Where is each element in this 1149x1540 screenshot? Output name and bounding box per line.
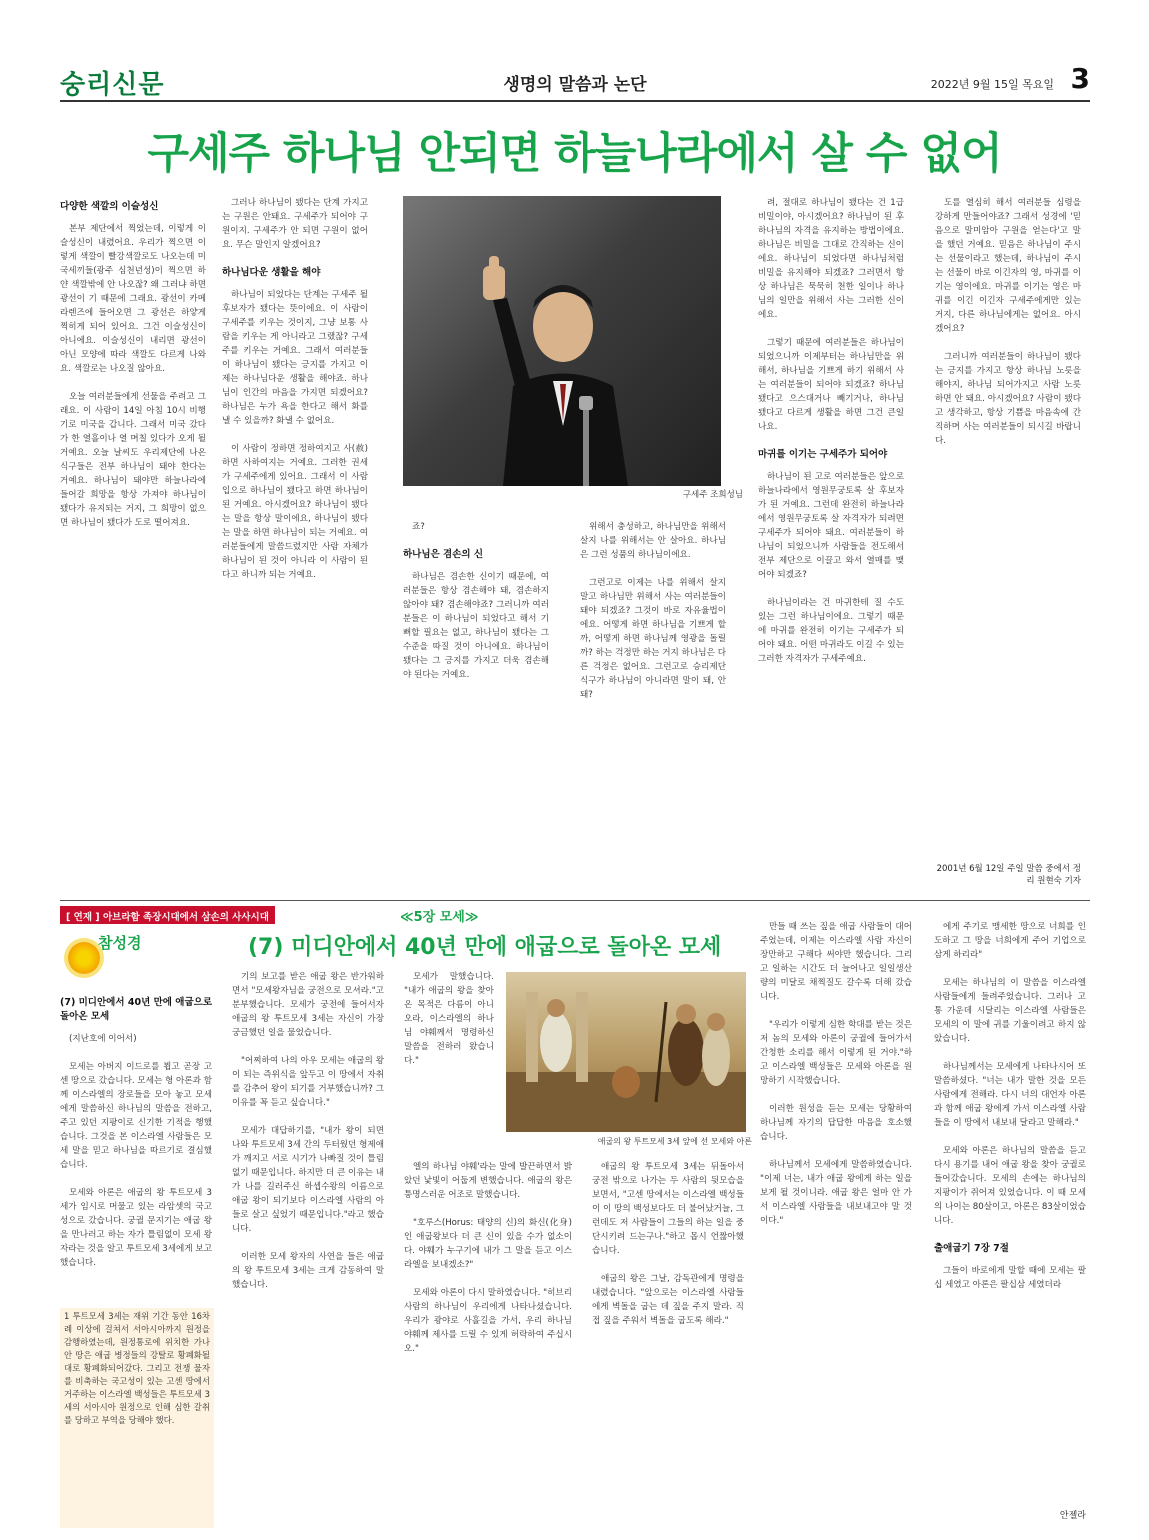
paragraph: "우리가 이렇게 심한 학대를 받는 것은 저 놈의 모세와 아론이 궁궐에 들어가서 간청한 소리를 해서 이렇게 된 거야."하고 이스라엘 백성들은 모세와 아론을 원망하기 시작했습니다. (760, 1020, 912, 1086)
paragraph: 만들 때 쓰는 짚을 애굽 사람들이 대어 주었는데, 이제는 이스라엘 사람 자신이 장만하고 구해다 써야만 했습니다. 그리고 일하는 시간도 더 늘어나고 일일생산량의 미달로 채찍질도 갈수록 더해 갔습니다. (760, 922, 912, 1002)
article1-column-5 (758, 196, 904, 886)
paragraph: 모세가 말했습니다. "내가 애굽의 왕을 찾아온 목적은 다름이 아니오라, 이스라엘의 하나님 야훼께서 명령하신 말씀을 전하러 왔습니다." (404, 972, 494, 1066)
badge-label: 참성경 (98, 934, 142, 952)
article2-column-2 (232, 970, 384, 1530)
masthead (60, 62, 1090, 102)
paragraph: 모세와 아론은 하나님의 말씀을 듣고 다시 용기를 내어 애굽 왕을 찾아 궁궐로 들어갔습니다. 모세의 손에는 하나님의 지팡이가 쥐어져 있었습니다. 이 때 모세의 나이는 80살이고, 아론은 83살이었습니다. (934, 1146, 1086, 1226)
paragraph: 애굽의 왕은 그날, 감독관에게 명령을 내렸습니다. "앞으로는 이스라엘 사람들에게 벽돌을 굽는 데 짚을 주지 말라. 직접 짚을 주워서 벽돌을 굽도록 해라." (592, 1274, 744, 1326)
page-number: 3 (1070, 62, 1090, 95)
subheading: 하나님다운 생활을 해야 (222, 267, 321, 278)
paragraph: 애굽의 왕 투트모세 3세는 뒤돌아서 궁전 밖으로 나가는 두 사람의 뒷모습을 보면서, "고센 땅에서는 이스라엘 백성들이 이 땅의 백성보다도 더 불어났거늘, 그런데도 저 사람들이 그들의 하는 일을 중단시키려 드는구나."하고 몹시 언짢아했습니다. (592, 1162, 744, 1256)
paragraph: 모세는 하나님의 이 말씀을 이스라엘 사람들에게 들려주었습니다. 그러나 고통 가운데 시달리는 이스라엘 사람들은 모세의 이 말에 귀를 기울이려고 하지 않았습니다. (934, 978, 1086, 1044)
series-tag: [ 연재 ] 아브라함 족장시대에서 삼손의 사사시대까지 (60, 906, 275, 924)
painting-figures-icon (506, 972, 746, 1132)
subheading: 출애굽기 7장 7절 (934, 1243, 1009, 1254)
paragraph: 하나님께서 모세에게 말씀하였습니다. "이제 너는, 내가 애굽 왕에게 하는 일을 보게 될 것이니라. 애굽 왕은 얼마 안 가서 이스라엘 사람들을 내보내고야 말 것이다." (760, 1160, 912, 1226)
article1-column-3 (403, 520, 549, 886)
paragraph: "호루스(Horus: 태양의 신)의 화신(化身)인 애굽왕보다 더 큰 신이 있을 수가 없소이다. 야훼가 누구기에 내가 그 말을 듣고 이스라엘을 보내겠소?" (404, 1218, 572, 1270)
paragraph: 하나님이라는 건 마귀한테 질 수도 있는 그런 하나님이에요. 그렇기 때문에 마귀를 완전히 이기는 구세주가 되어야 돼요. 어떤 마귀라도 이길 수 있는 그러한 자격자가 구세주예요. (758, 598, 904, 664)
article2-column-6 (934, 920, 1086, 1530)
speaker-figure-icon (483, 256, 633, 486)
speaker-photo (403, 196, 721, 486)
article1-column-4 (580, 520, 726, 886)
paragraph: 위해서 충성하고, 하나님만을 위해서 살지 나를 위해서는 안 살아요. 하나님은 그런 성품의 하나님이에요. (580, 522, 726, 560)
paragraph: 모세가 대답하기를, "내가 왕이 되면 나와 투트모세 3세 간의 두터웠던 형제애가 깨지고 서로 시기가 나빠질 것이 틀림없기 때문입니다. 하지만 더 큰 이유는 내가 나를 길러주신 하셉수왕의 이름으로 애굽 왕이 되기보다 이스라엘 사람의 아들로 살고 싶었기 때문입니다."라고 했습니다. (232, 1126, 384, 1234)
subheading: 다양한 색깔의 이슬성신 (60, 201, 159, 212)
paragraph: 그런고로 이제는 나를 위해서 살지 말고 하나님만 위해서 사는 여러분들이 돼야 되겠죠? 그것이 바로 자유율법이에요. 어떻게 하면 하나님을 기쁘게 할까, 어떻게 하면 하나님께 영광을 돌릴까? 하는 걱정만 하는 거지 하나님은 다른 걱정은 없어요. 그런고로 승리제단 식구가 하나님이 아니라면 말이 돼, 안 돼? (580, 578, 726, 700)
subheading: 하나님은 겸손의 신 (403, 549, 484, 560)
paragraph: 기의 보고를 받은 애굽 왕은 반가워하면서 "모세왕자님을 궁전으로 모셔라."고 분부했습니다. 모세가 궁전에 들어서자 애굽의 왕 투트모세 3세는 자신이 가장 궁금했던 일을 물었습니다. (232, 972, 384, 1038)
newspaper-logo: 숭리신문 (60, 70, 165, 100)
paragraph: (지난호에 이어서) (69, 1034, 137, 1044)
paragraph: 하나님이 되었다는 단계는 구세주 될 후보자가 됐다는 뜻이에요. 이 사람이 구세주를 키우는 것이지, 그냥 보통 사람을 키우는 게 아니라고 그랬잖? 구세주를 키우는 거예요. 그래서 여러분들이 하나님이 됐다는 긍지를 가지고 이제는 하나님다운 생활을 해야죠. 하나님이 인간의 마음을 가지면 되겠어요? 하나님은 누가 욕을 한다고 해서 화를 낼 수 있을까? 화낼 수 없어요. (222, 290, 368, 426)
paragraph: "어찌하여 나의 아우 모세는 애굽의 왕이 되는 즉위식을 앞두고 이 땅에서 자취를 감추어 왕이 되기를 거부했습니까? 그 이유를 꼭 듣고 싶습니다." (232, 1056, 384, 1108)
article2-byline: 안젤라 (1059, 1511, 1086, 1521)
article1-byline: 2001년 6월 12일 주일 말씀 중에서 정리 원현숙 기자 (936, 864, 1081, 886)
article1-column-1 (60, 196, 206, 886)
section-divider (60, 900, 1090, 901)
paragraph: 오늘 여러분들에게 선물을 주려고 그래요. 이 사람이 14일 아침 10시 비행기로 미국을 갑니다. 그래서 미국 갔다가 한 열흘이나 열 며칠 있다가 오게 될 거예요. 오늘 날씨도 우리제단에 나온 식구들은 전부 하나님이 돼야 한다는 거예요. 하나님이 돼야만 하늘나라에 들어갈 희망을 항상 가져야 하나님이 됐다가 유지되는 거지, 그 희망이 없으면 하나님이 됐다가 도로 떨어져요. (60, 392, 206, 528)
paragraph: 에게 주기로 맹세한 땅으로 너희를 인도하고 그 땅을 너희에게 주어 기업으로 삼게 하리라" (934, 922, 1086, 960)
issue-date: 2022년 9월 15일 목요일 (930, 78, 1054, 91)
paragraph: 하나님께서는 모세에게 나타나시어 또 말씀하셨다. "너는 내가 말한 것을 모든 사람에게 전해라. 다시 너의 대언자 아론과 함께 애굽 왕에게 가서 이스라엘 사람들을 이 땅에서 내보내 달라고 말해라." (934, 1062, 1086, 1128)
paragraph: 이러한 모세 왕자의 사연을 들은 애굽의 왕 투트모세 3세는 크게 감동하여 말했습니다. (232, 1252, 384, 1290)
article2-column-3b (404, 1160, 572, 1530)
article2-column-4 (592, 1160, 744, 1530)
subheading: (7) 미디안에서 40년 만에 애굽으로 돌아온 모세 (60, 997, 212, 1022)
paragraph: 그렇기 때문에 여러분들은 하나님이 되었으니까 이제부터는 하나님만을 위해서, 하나님을 기쁘게 하기 위해서 사는 여러분들이 되어야 되겠죠? 하나님 됐다고 으스대거나 빼기거나, 하나님 됐다고 다르게 생활을 하면 그건 큰일 나요. (758, 338, 904, 432)
bible-badge (62, 930, 142, 982)
painting-caption: 애굽의 왕 투트모세 3세 앞에 선 모세와 아론 (597, 1137, 752, 1146)
paragraph: 엘의 하나님 야훼'라는 말에 발끈하면서 밝았던 낯빛이 어둡게 변했습니다. 애굽의 왕은 퉁명스러운 어조로 말했습니다. (404, 1162, 572, 1200)
paragraph: 모세는 아버지 이드로를 뵙고 곧장 고센 땅으로 갔습니다. 모세는 형 아론과 함께 이스라엘의 장로들을 모아 놓고 모세에게 말씀하신 하나님의 말씀을 전하고, 주고 있던 지팡이로 신기한 기적을 행했습니다. 그것을 본 이스라엘 사람들은 모세 말을 믿고 하나님을 따르기로 결심했습니다. (60, 1062, 212, 1170)
paragraph: 이러한 원성을 듣는 모세는 당황하여 하나님께 자기의 답답한 마음을 호소했습니다. (760, 1104, 912, 1142)
paragraph: 하나님은 겸손한 신이기 때문에, 여러분들은 항상 겸손해야 돼, 겸손하지 않아야 돼? 겸손해야죠? 그러니까 여러분들은 이 하나님이 되었다고 해서 기뻐할 필요는 없고, 하나님이 됐다는 그 수준을 따질 것이 아니에요. 하나님이 됐다는 그 긍지를 가지고 더욱 겸손해야 된다는 거예요. (403, 572, 549, 680)
paragraph: 죠? (412, 522, 425, 532)
article1-column-6 (935, 196, 1081, 886)
sun-icon (68, 942, 100, 974)
paragraph: 이 사람이 정하면 정하여지고 사(赦)하면 사하여지는 거예요. 그러한 권세가 구세주에게 있어요. 그래서 이 사람 입으로 하나님이 됐다고 하면 하나님이 된 거예요. 아시겠어요? 하나님이 됐다는 말을 항상 말이에요, 하나님이 됐다는 말을 하면 하나님이 되는 거예요. 여러분들에게 말씀드렸지만 사람 자체가 하나님이 된 것이 아니라 이 사람이 된다고 하니까 되는 거예요. (222, 444, 368, 580)
photo-caption: 구세주 조희성님 (682, 490, 743, 500)
moses-painting (506, 972, 746, 1132)
article1-column-2 (222, 196, 368, 886)
article2-headline: (7) 미디안에서 40년 만에 애굽으로 돌아온 모세 (248, 935, 722, 960)
paragraph: 려, 절대로 하나님이 됐다는 건 1급 비밀이야, 아시겠어요? 하나님이 된 후 하나님의 자격을 유지하는 방법이에요. 하나님은 비밀을 그대로 간직하는 신이에요. 하나님이 되었다면 하나님처럼 비밀을 유지해야 되겠죠? 그러면서 항상 하나님은 묵묵히 천한 일이나 하나님의 일만을 위해서 사는 그러한 신이에요. (758, 198, 904, 320)
paragraph: 도를 열심히 해서 여러분들 심령을 강하게 만들어야죠? 그래서 성경에 '믿음으로 말미암아 구원을 얻는다'고 말을 했던 거예요. 믿음은 하나님이 주시는 선물이라고 했는데, 하나님이 주시는 선물이 바로 이긴자의 영, 마귀를 이기는 영이에요. 마귀를 이기는 영은 마귀를 이긴 이긴자 구세주에게만 있는 거지, 다른 하나님에게는 없어요. 아시겠어요? (935, 198, 1081, 334)
paragraph: 그들이 바로에게 말할 때에 모세는 팔십 세였고 아론은 팔십삼 세였더라 (934, 1266, 1086, 1290)
subheading: 마귀를 이기는 구세주가 되어야 (758, 449, 888, 460)
footnote: 1 투트모세 3세는 재위 기간 동안 16차례 이상에 걸쳐서 서아시아까지 원정을 감행하였는데, 원정통로에 위치한 가나안 땅은 애굽 병정들의 강탈로 황폐화될 대로 황폐화되어갔다. 그리고 전쟁 물자를 비축하는 국고성이 있는 고센 땅에서 거주하는 이스라엘 백성들은 투트모세 3세의 서아시아 원정으로 인해 심한 갈취를 당하고 부역을 당해야 했다. (60, 1308, 214, 1528)
chapter-label: ≪5장 모세≫ (400, 910, 479, 925)
article2-column-1 (60, 992, 212, 1302)
paragraph: 그러니까 여러분들이 하나님이 됐다는 긍지를 가지고 항상 하나님 노릇을 해야지, 하나님 되어가지고 사람 노릇하면 안 돼요. 아시겠어요? 사람이 됐다고 생각하고, 항상 기쁨을 마음속에 간직하며 사는 여러분들이 되시길 바랍니다. (935, 352, 1081, 446)
section-title: 생명의 말씀과 논단 (503, 75, 647, 95)
paragraph: 모세와 아론은 애굽의 왕 투트모세 3세가 임시로 머물고 있는 라암셋의 국고성으로 갔습니다. 궁궐 문지기는 애굽 왕을 만나러고 하는 자가 틀림없이 모세 왕자라는 것을 알고 투트모세 3세에게 보고했습니다. (60, 1188, 212, 1268)
paragraph: 하나님이 된 고로 여러분들은 앞으로 하늘나라에서 영원무궁토록 살 후보자가 된 거예요. 그런데 완전히 하늘나라에서 영원무궁토록 살 자격자가 되려면 구세주가 되어야 돼요. 여러분들이 하나님이 되었으니까 사람들을 전도해서 전부 제단으로 이끌고 와서 열매를 맺어야 되겠죠? (758, 472, 904, 580)
paragraph: 그러나 하나님이 됐다는 단계 가지고는 구원은 안돼요. 구세주가 되어야 구원이지. 구세주가 안 되면 구원이 없어요. 무슨 말인지 알겠어요? (222, 198, 368, 250)
main-headline: 구세주 하나님 안되면 하늘나라에서 살 수 없어 (147, 129, 1002, 179)
paragraph: 본부 제단에서 찍었는데, 이렇게 이슬성신이 내렸어요. 우리가 찍으면 이렇게 색깔이 빨강색깔로도 나오는데 미국세끼들(광주 심천년성)이 찍으면 하얀 색깔밖에 안 나오잖? 왜 그러냐 하면 광선이 기 때문에 그래요. 광선이 카메라렌즈에 들어오면 그 광선은 하얗게 찍히게 되어 있어요. 그건 이슬성신이 아니에요. 이슬성신이 내리면 광선이 아닌 모양에 따라 색깔도 다르게 나와요. 색깔로는 나오질 않아요. (60, 224, 206, 374)
article2-column-3a (404, 970, 494, 1128)
article2-column-5 (760, 920, 912, 1530)
paragraph: 모세와 아론이 다시 말하였습니다. "히브리 사람의 하나님이 우리에게 나타나셨습니다. 우리가 광야로 사흘길을 가서, 우리 하나님 야훼께 제사를 드릴 수 있게 허락하여 주십시오." (404, 1288, 572, 1354)
